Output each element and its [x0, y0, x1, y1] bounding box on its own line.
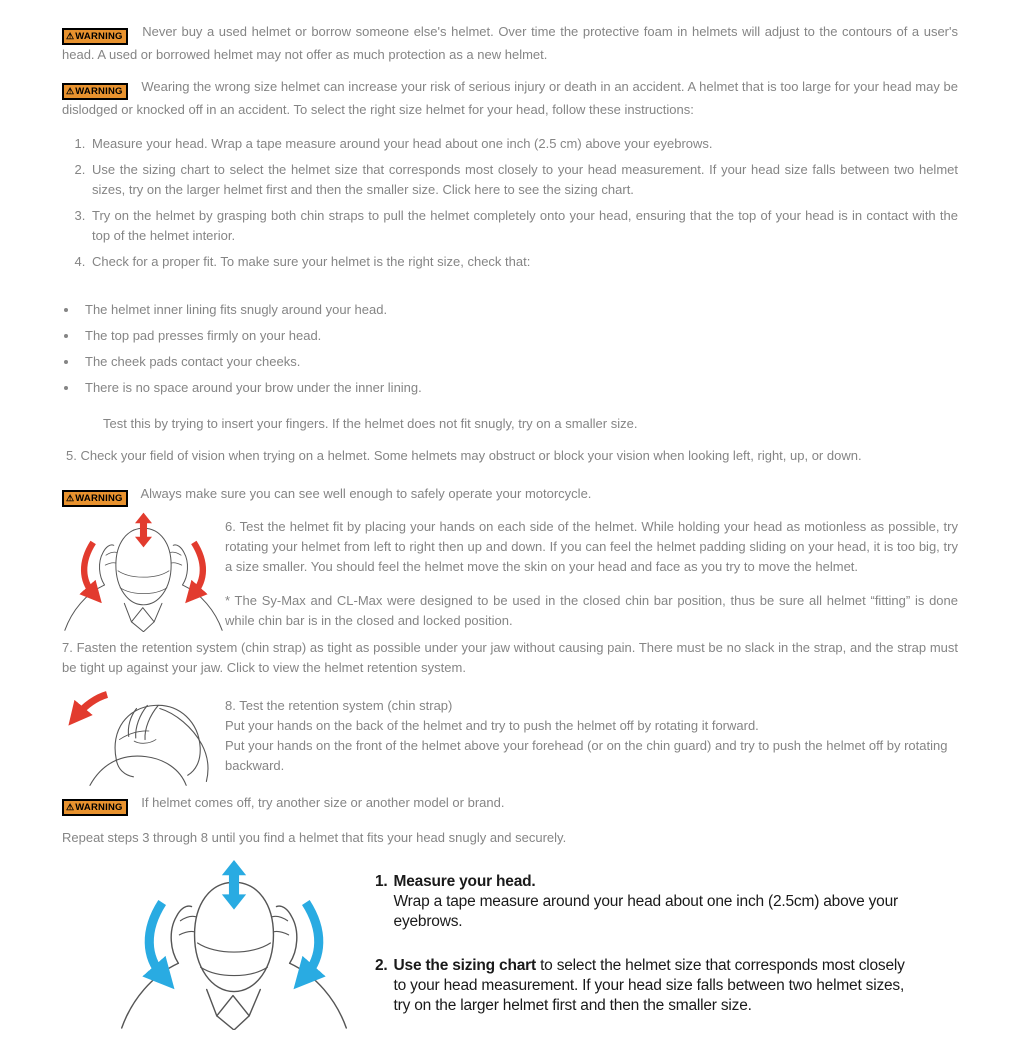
- step-8-section: [62, 682, 958, 787]
- warning-wrong-size-text: Wearing the wrong size helmet can increase your risk of serious injury or death in an accident. A helmet that is too large for your head may be dislodged or knocked off in an accident. To select the right size helmet for your head, follow these instructions:: [62, 79, 958, 117]
- helmet-fit-rotation-illustration-blue: [108, 858, 360, 1030]
- helmet-fit-rotation-illustration-red: [62, 511, 225, 632]
- sizing-item-chart: [375, 956, 915, 1016]
- warning-triangle-icon: ⚠: [66, 493, 75, 503]
- step-4-check-fit: [89, 252, 958, 272]
- step-8-back-text: Put your hands on the back of the helmet and try to push the helmet off by rotating it forward.: [225, 718, 759, 733]
- check-inner-lining: [79, 300, 958, 320]
- warning-triangle-icon: ⚠: [66, 86, 75, 96]
- sy-max-note: * The Sy-Max and CL-Max were designed to be used in the closed chin bar position, thus be sure all helmet “fitting” is done while chin bar is in the closed and locked position.: [225, 593, 958, 628]
- warning-badge-label: WARNING: [75, 802, 123, 813]
- fitting-steps-list: [89, 134, 958, 272]
- warning-badge: [62, 83, 128, 100]
- step-2-sizing-chart: [89, 160, 958, 200]
- step-1-text: Measure your head. Wrap a tape measure around your head about one inch (2.5 cm) above your eyebrows.: [92, 136, 713, 151]
- step-1-measure: [89, 134, 958, 154]
- sizing-section: [62, 858, 958, 1040]
- sizing-item-measure-title: Measure your head.: [393, 873, 536, 890]
- sizing-item-measure-text: Wrap a tape measure around your head about one inch (2.5cm) above your eyebrows.: [393, 893, 898, 930]
- step-8-title: 8. Test the retention system (chin strap): [225, 698, 453, 713]
- check-brow-space: [79, 378, 958, 398]
- step-4-text: Check for a proper fit. To make sure your helmet is the right size, check that:: [92, 254, 531, 269]
- repeat-steps-note: Repeat steps 3 through 8 until you find a helmet that fits your head snugly and securely.: [62, 830, 567, 845]
- warning-comes-off: [62, 793, 958, 816]
- check-cheek-pads: [79, 352, 958, 372]
- check-text: The cheek pads contact your cheeks.: [85, 354, 301, 369]
- item-number: 1.: [375, 873, 388, 890]
- sizing-chart-link[interactable]: Click here to see the sizing chart.: [442, 182, 634, 197]
- check-top-pad: [79, 326, 958, 346]
- step-6-section: [62, 511, 958, 632]
- warning-wrong-size: [62, 77, 958, 120]
- warning-badge: [62, 799, 128, 816]
- warning-badge-label: WARNING: [75, 493, 123, 504]
- step-8-front-text: Put your hands on the front of the helmet above your forehead (or on the chin guard) and try to push the helmet off by rotating backward.: [225, 738, 948, 773]
- rotate-forward-arrow-icon: [78, 695, 107, 715]
- fit-check-list: [79, 300, 958, 398]
- warning-badge: [62, 490, 128, 507]
- finger-test-note: Test this by trying to insert your fingers. If the helmet does not fit snugly, try on a smaller size.: [103, 416, 638, 431]
- rotate-right-arrow-icon: [194, 542, 203, 593]
- warning-badge-label: WARNING: [75, 86, 123, 97]
- warning-badge: [62, 28, 128, 45]
- helmet-rotation-figure-blue: [108, 858, 360, 1040]
- rotate-right-arrow-icon: [306, 903, 319, 976]
- warning-triangle-icon: ⚠: [66, 31, 75, 41]
- helmet-push-off-illustration: [62, 682, 225, 787]
- check-text: The helmet inner lining fits snugly around your head.: [85, 302, 388, 317]
- helmet-push-figure: [62, 682, 225, 787]
- warning-vision-text: Always make sure you can see well enough to safely operate your motorcycle.: [140, 486, 592, 501]
- sizing-item-chart-text: to select the helmet size that corresponds most closely to your head measurement. If your head size falls between two helmet sizes, try on the larger helmet first and then the smaller size.: [393, 957, 905, 1014]
- step-5-field-of-vision: 5. Check your field of vision when trying on a helmet. Some helmets may obstruct or block your vision when looking left, right, up, or down.: [66, 448, 862, 463]
- sizing-item-measure: [375, 872, 915, 932]
- step-7-text: 7. Fasten the retention system (chin strap) as tight as possible under your jaw without causing pain. There must be no slack in the strap, and the strap must be tight up against your jaw.: [62, 640, 958, 675]
- check-text: There is no space around your brow under the inner lining.: [85, 380, 422, 395]
- retention-system-link[interactable]: Click to view the helmet retention system.: [226, 660, 466, 675]
- warning-comes-off-text: If helmet comes off, try another size or another model or brand.: [141, 795, 505, 810]
- warning-used-helmet-text: Never buy a used helmet or borrow someone else's helmet. Over time the protective foam in helmets will adjust to the contours of a user's head. A used or borrowed helmet may not offer as much protection as a new helmet.: [62, 24, 958, 62]
- warning-used-helmet: [62, 22, 958, 65]
- sizing-item-chart-title: Use the sizing chart: [393, 957, 536, 974]
- step-7-retention: [62, 638, 958, 678]
- step-3-try-on: [89, 206, 958, 246]
- step-6-text: 6. Test the helmet fit by placing your hands on each side of the helmet. While holding your head as motionless as possible, try rotating your helmet from left to right then up and down. If you can feel the helmet padding sliding on your head, it is too big, try a size smaller. You should feel the helmet move the skin on your head and face as you try to move the helmet.: [225, 519, 958, 574]
- step-3-text: Try on the helmet by grasping both chin straps to pull the helmet completely onto your head, ensuring that the top of your head is in contact with the top of the helmet interior.: [92, 208, 958, 243]
- helmet-rotation-figure-red: [62, 511, 225, 632]
- warning-vision: [62, 484, 958, 507]
- warning-badge-label: WARNING: [75, 31, 123, 42]
- step-2-text: Use the sizing chart to select the helmet size that corresponds most closely to your head measurement. If your head size falls between two helmet sizes, try on the larger helmet first and then the smaller size.: [92, 162, 958, 197]
- rotate-left-arrow-icon: [84, 542, 93, 593]
- check-text: The top pad presses firmly on your head.: [85, 328, 322, 343]
- warning-triangle-icon: ⚠: [66, 802, 75, 812]
- item-number: 2.: [375, 957, 388, 974]
- rotate-left-arrow-icon: [149, 903, 162, 976]
